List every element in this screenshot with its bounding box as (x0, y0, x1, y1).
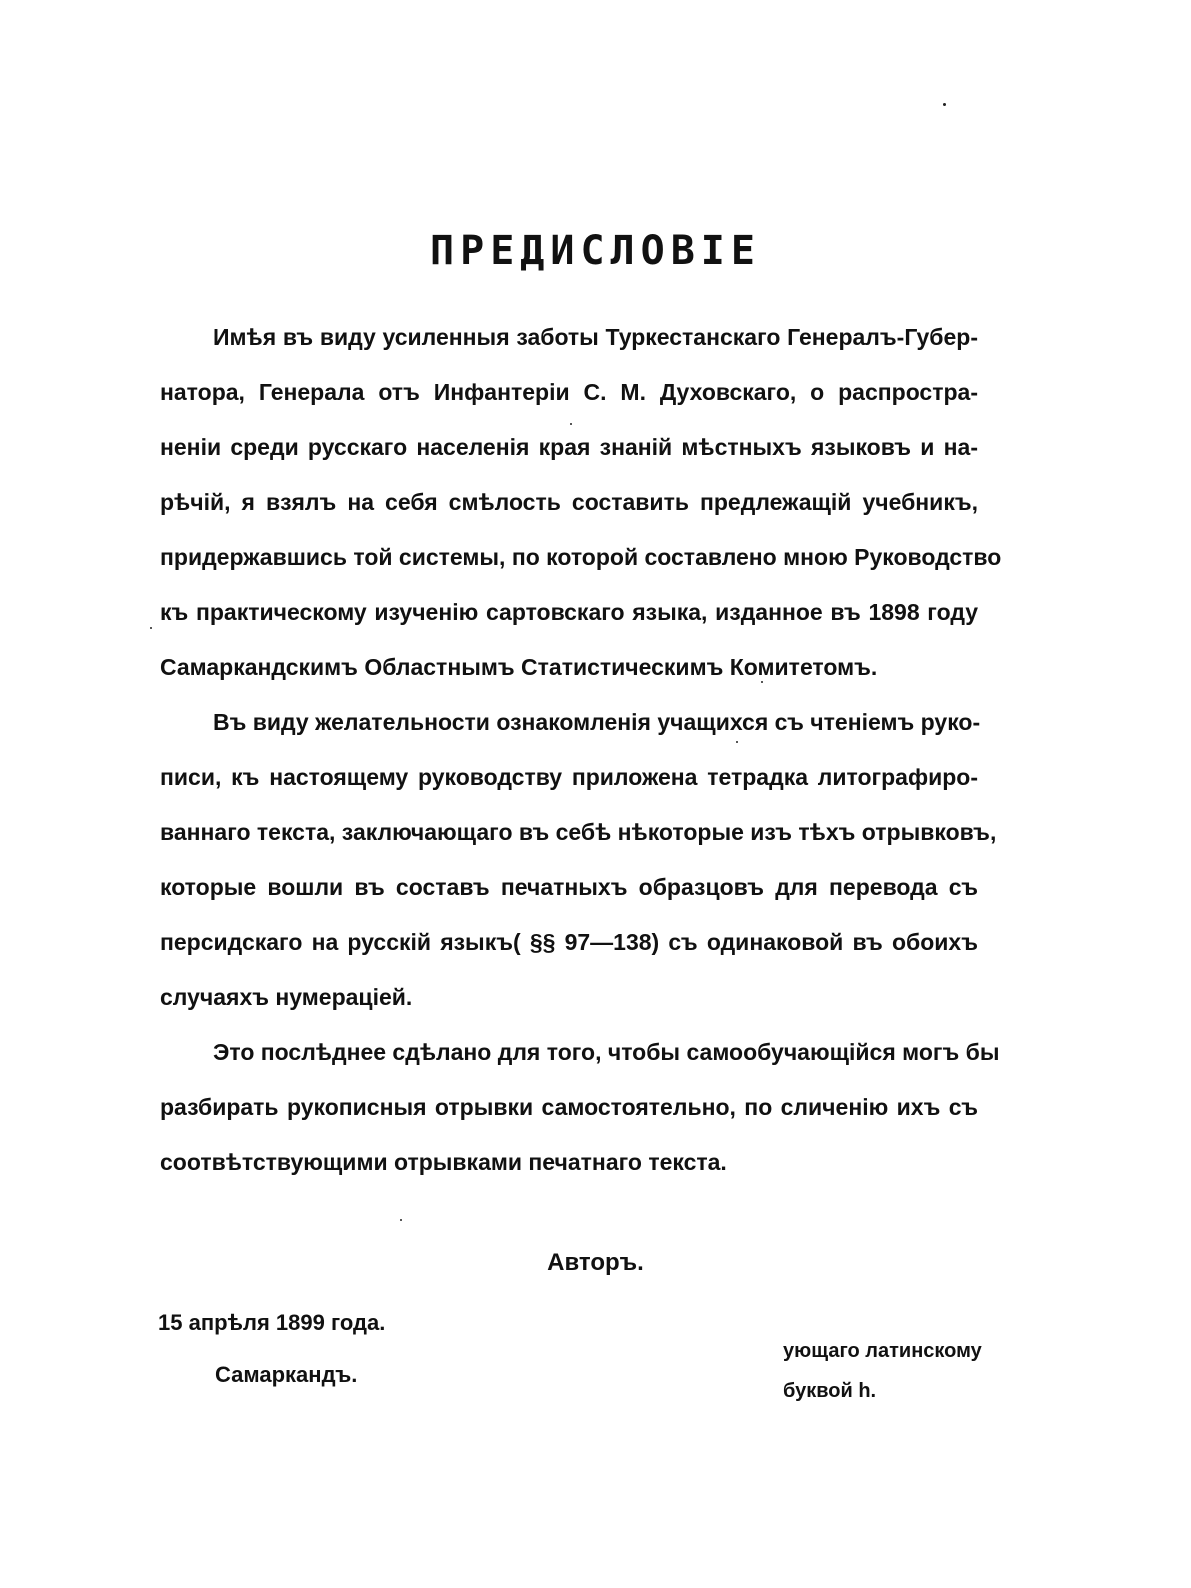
paragraph-2-line-2: писи, къ настоящему руководству приложена тетрадка литографиро- (160, 764, 978, 790)
paragraph-3-line-1: Это послѣднее сдѣлано для того, чтобы самообучающійся могъ бы (213, 1039, 1000, 1065)
paragraph-1-line-4: рѣчій, я взялъ на себя смѣлость составить предлежащій учебникъ, (160, 489, 978, 515)
paragraph-2-line-5: персидскаго на русскій языкъ( §§ 97—138) съ одинаковой въ обоихъ (160, 929, 978, 955)
paragraph-2-line-4: которые вошли въ составъ печатныхъ образцовъ для перевода съ (160, 874, 978, 900)
paragraph-2-line-3: ваннаго текста, заключающаго въ себѣ нѣкоторые изъ тѣхъ отрывковъ, (160, 819, 997, 845)
paragraph-2-line-1: Въ виду желательности ознакомленія учащихся съ чтеніемъ руко- (213, 709, 981, 735)
paragraph-1-line-6: къ практическому изученію сартовскаго языка, изданное въ 1898 году (160, 599, 978, 625)
paragraph-1-line-1: Имѣя въ виду усиленныя заботы Туркестанскаго Генералъ-Губер- (213, 324, 978, 350)
paragraph-3-line-2: разбирать рукописныя отрывки самостоятельно, по сличенію ихъ съ (160, 1094, 978, 1120)
place-line: Самаркандъ. (215, 1362, 358, 1387)
author-signature: Авторъ. (547, 1249, 644, 1276)
date-line: 15 апрѣля 1899 года. (158, 1310, 386, 1335)
stray-note-line-1: ующаго латинскому (783, 1340, 982, 1362)
scan-speck (150, 627, 152, 629)
paragraph-3-line-3: соотвѣтствующими отрывками печатнаго текста. (160, 1149, 727, 1175)
stray-note-line-2: буквой h. (783, 1380, 877, 1402)
paragraph-1-line-7: Самаркандскимъ Областнымъ Статистическимъ Комитетомъ. (160, 654, 878, 680)
paragraph-1-line-3: неніи среди русскаго населенія края знаній мѣстныхъ языковъ и на- (160, 434, 978, 460)
scan-speck (400, 1219, 402, 1221)
paragraph-1-line-2: натора, Генерала отъ Инфантеріи С. М. Духовскаго, о распростра- (160, 379, 978, 405)
scan-speck (943, 103, 946, 106)
paragraph-1-line-5: придержавшись той системы, по которой составлено мною Руководство (160, 544, 1002, 570)
paragraph-2-line-6: случаяхъ нумераціей. (160, 984, 413, 1010)
scan-speck (761, 681, 763, 683)
page-title: ПРЕДИСЛОВІЕ (430, 228, 761, 274)
scan-speck (570, 423, 572, 425)
scan-speck (736, 741, 738, 743)
